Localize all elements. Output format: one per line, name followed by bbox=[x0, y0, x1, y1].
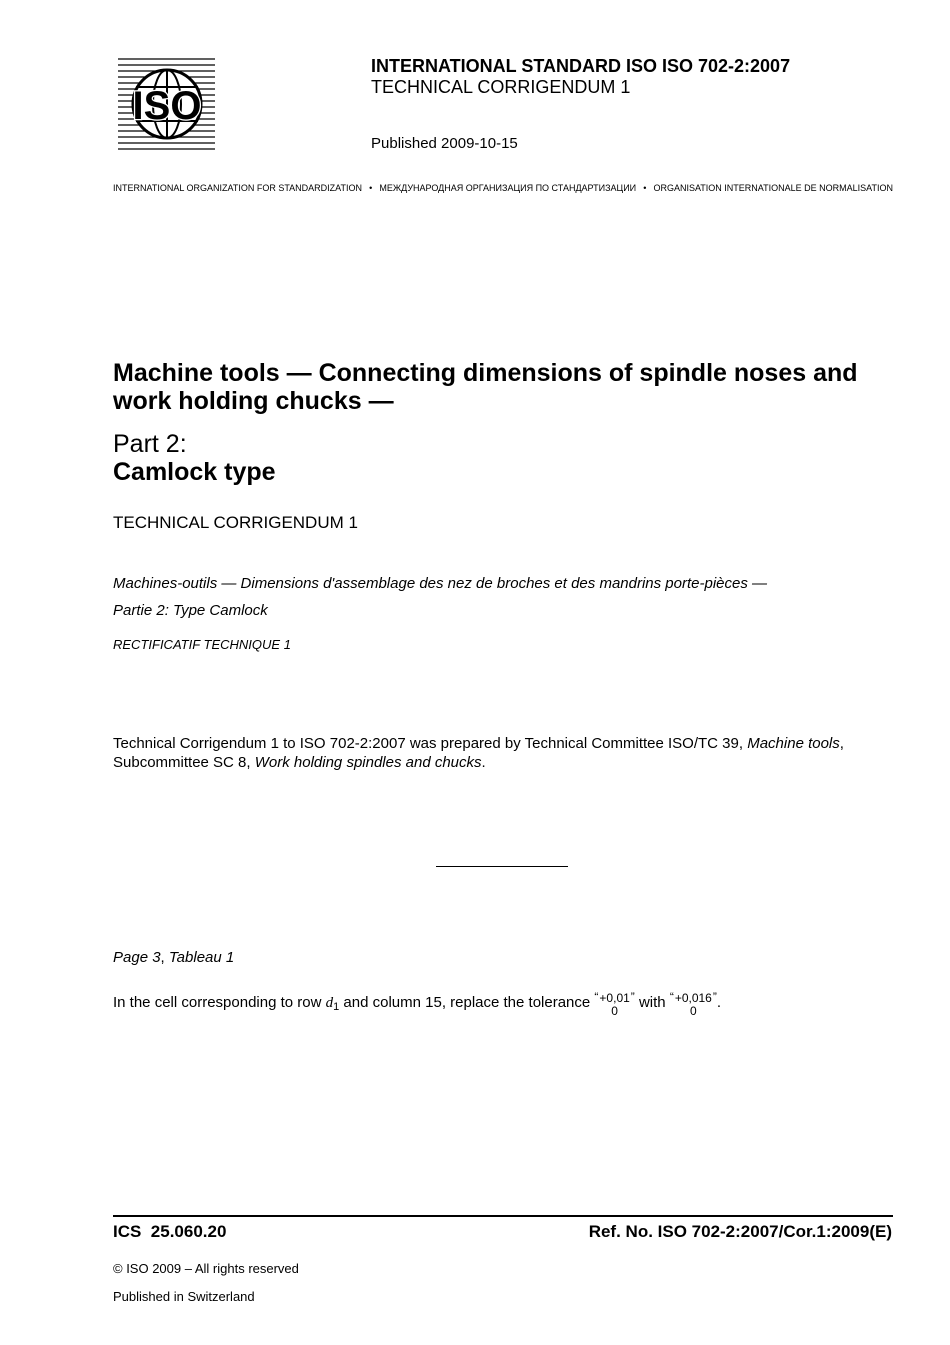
french-corrigendum-label: RECTIFICATIF TECHNIQUE 1 bbox=[113, 637, 291, 652]
subcommittee-name: Work holding spindles and chucks bbox=[254, 754, 482, 771]
instruction-text: . bbox=[716, 993, 722, 1011]
close-quote: ” bbox=[630, 990, 635, 1004]
french-title: Machines-outils — Dimensions d'assemblage des nez de broches et des mandrins porte-pièces — bbox=[113, 575, 768, 592]
ics-code: ICS 25.060.20 bbox=[113, 1222, 227, 1241]
row-symbol: d bbox=[325, 994, 334, 1011]
committee-name: Machine tools bbox=[747, 735, 840, 752]
new-tolerance bbox=[675, 992, 712, 1018]
prep-text: Technical Corrigendum 1 to ISO 702-2:2007 was prepared by Technical Committee ISO/TC 39, bbox=[113, 735, 748, 752]
part-number: Part 2: bbox=[113, 430, 187, 458]
preparation-paragraph bbox=[113, 734, 903, 772]
standard-title: INTERNATIONAL STANDARD ISO ISO 702-2:2007 bbox=[371, 56, 791, 76]
prep-text: . bbox=[481, 754, 486, 771]
comma: , bbox=[160, 949, 169, 966]
part-title: Camlock type bbox=[113, 458, 276, 486]
corrigendum-label: TECHNICAL CORRIGENDUM 1 bbox=[113, 513, 358, 532]
instruction-text: In the cell corresponding to row bbox=[113, 993, 326, 1011]
copyright: © ISO 2009 – All rights reserved bbox=[113, 1261, 299, 1276]
instruction-text: with bbox=[634, 993, 670, 1011]
prep-text: , Subcommittee SC 8, bbox=[113, 735, 844, 771]
close-quote: ” bbox=[712, 990, 717, 1004]
separator-dot: • bbox=[643, 183, 647, 193]
open-quote: “ bbox=[669, 990, 674, 1004]
org-name-french: ORGANISATION INTERNATIONALE DE NORMALISATION bbox=[653, 183, 893, 193]
instruction-text: and column 15, replace the tolerance bbox=[339, 993, 595, 1011]
row-subscript: 1 bbox=[333, 1000, 340, 1013]
iso-logo-text: ISO bbox=[132, 84, 202, 128]
french-part-title: Partie 2: Type Camlock bbox=[113, 602, 268, 619]
new-tolerance-lower: 0 bbox=[689, 1004, 697, 1018]
separator-line bbox=[436, 866, 568, 867]
iso-logo bbox=[118, 57, 215, 151]
page-reference bbox=[113, 949, 234, 966]
organization-line bbox=[113, 183, 893, 193]
correction-instruction bbox=[113, 990, 721, 1016]
old-tolerance-lower: 0 bbox=[611, 1004, 618, 1018]
new-tolerance-upper: +0,016 bbox=[674, 991, 712, 1005]
published-in: Published in Switzerland bbox=[113, 1289, 255, 1304]
org-name-russian: МЕЖДУНАРОДНАЯ ОРГАНИЗАЦИЯ ПО СТАНДАРТИЗАЦИИ bbox=[379, 183, 637, 193]
old-tolerance-upper: +0,01 bbox=[599, 991, 630, 1005]
old-tolerance bbox=[599, 992, 629, 1018]
reference-number: Ref. No. ISO 702-2:2007/Cor.1:2009(E) bbox=[588, 1222, 892, 1241]
standard-subtitle: TECHNICAL CORRIGENDUM 1 bbox=[371, 77, 631, 97]
published-date: Published 2009-10-15 bbox=[371, 135, 518, 152]
org-name-english: INTERNATIONAL ORGANIZATION FOR STANDARDIZATION bbox=[113, 183, 363, 193]
table-label: Tableau 1 bbox=[168, 949, 235, 966]
open-quote: “ bbox=[594, 990, 599, 1004]
footer-rule bbox=[113, 1215, 893, 1217]
document-title: Machine tools — Connecting dimensions of spindle noses and work holding chucks — bbox=[113, 359, 858, 415]
separator-dot: • bbox=[369, 183, 373, 193]
page-label: Page 3 bbox=[113, 949, 161, 966]
